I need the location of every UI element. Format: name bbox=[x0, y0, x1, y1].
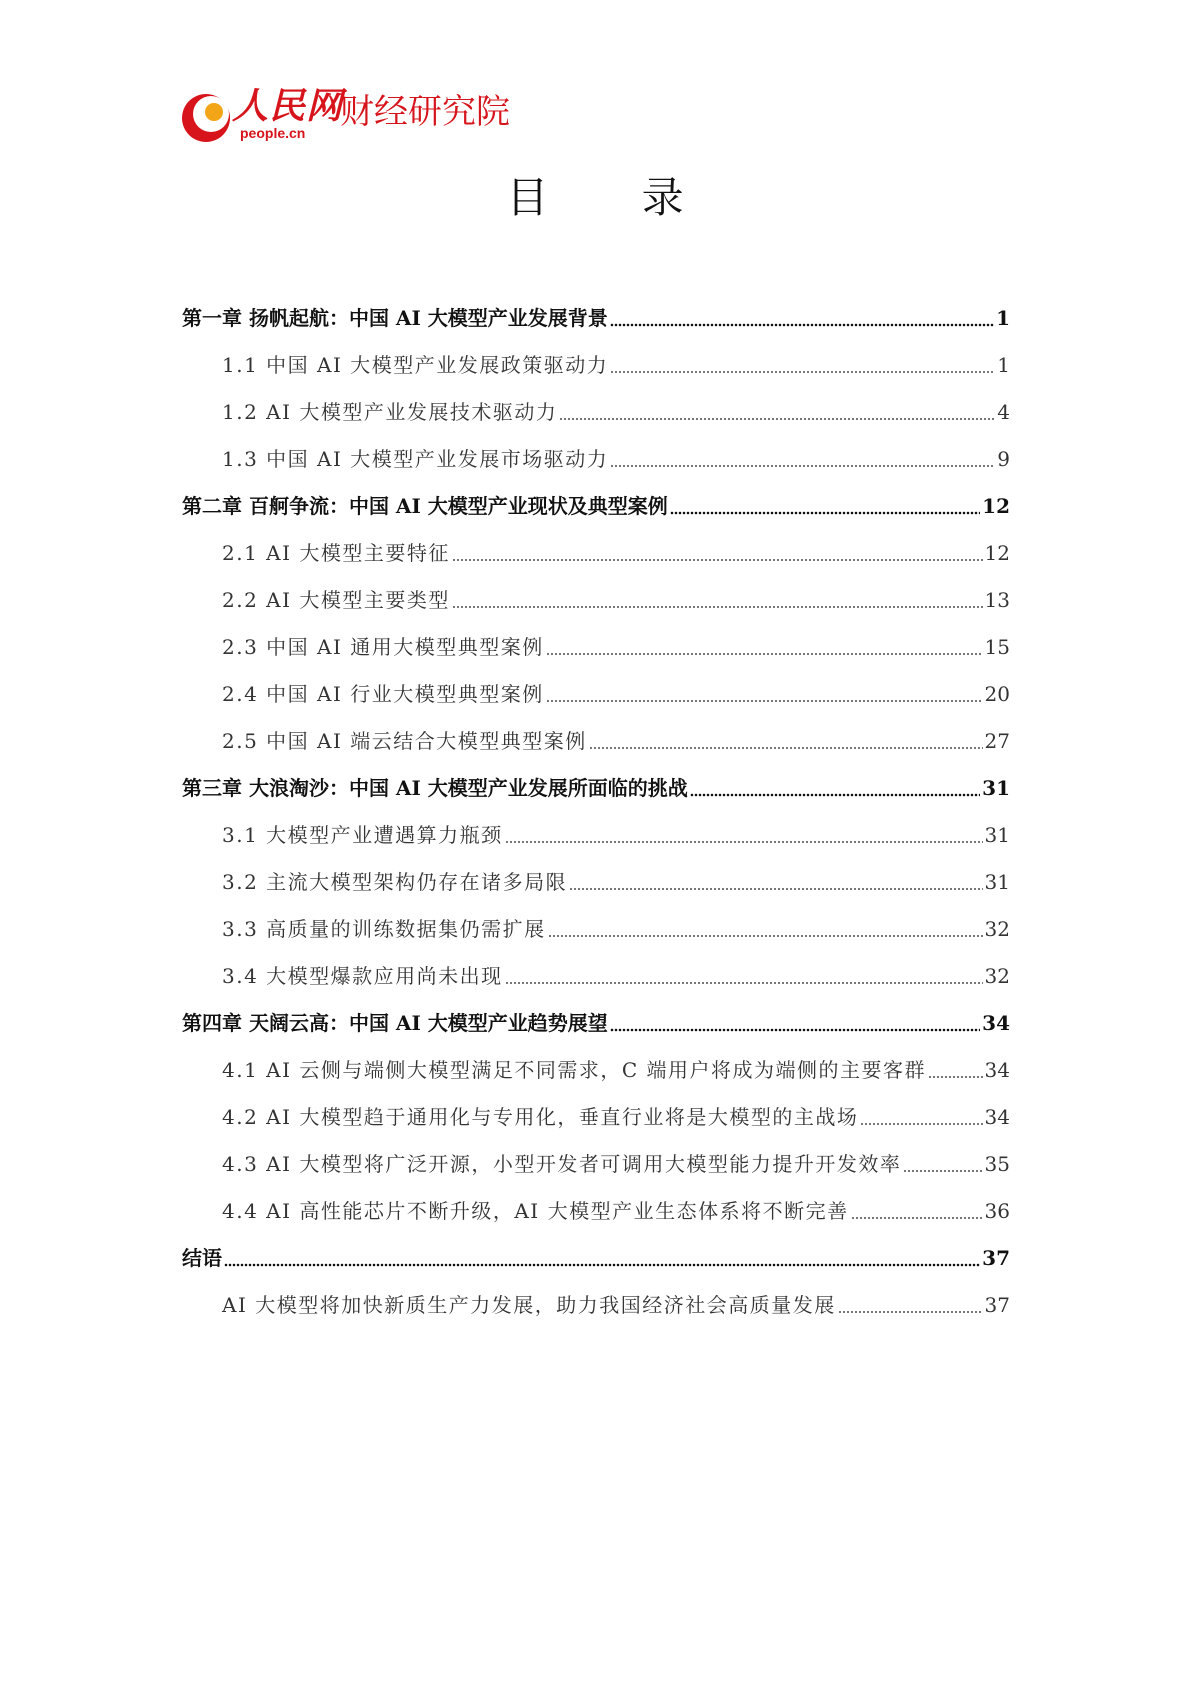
toc-dot-leader bbox=[838, 1295, 983, 1315]
toc-page-number: 34 bbox=[982, 1010, 1010, 1035]
toc-entry-title: 第四章 天阔云高：中国 AI 大模型产业趋势展望 bbox=[182, 1010, 608, 1035]
toc-dot-leader bbox=[569, 872, 982, 892]
toc-dot-leader bbox=[610, 355, 995, 375]
toc-page-number: 31 bbox=[984, 822, 1010, 847]
toc-chapter-entry[interactable] bbox=[182, 999, 1010, 1046]
toc-dot-leader bbox=[452, 590, 983, 610]
toc-dot-leader bbox=[851, 1201, 983, 1221]
toc-section-entry[interactable] bbox=[182, 1187, 1010, 1234]
toc-entry-title: 2.1 AI 大模型主要特征 bbox=[222, 540, 450, 565]
toc-page-number: 13 bbox=[984, 587, 1010, 612]
toc-section-entry[interactable] bbox=[182, 1093, 1010, 1140]
toc-page-number: 27 bbox=[984, 728, 1010, 753]
toc-page-number: 32 bbox=[984, 963, 1010, 988]
toc-section-entry[interactable] bbox=[182, 576, 1010, 623]
toc-dot-leader bbox=[610, 308, 994, 328]
people-cn-logo-icon bbox=[178, 90, 234, 146]
toc-section-entry[interactable] bbox=[182, 388, 1010, 435]
toc-dot-leader bbox=[224, 1248, 980, 1268]
toc-page-number: 34 bbox=[984, 1057, 1010, 1082]
toc-section-entry[interactable] bbox=[182, 858, 1010, 905]
toc-section-entry[interactable] bbox=[182, 670, 1010, 717]
logo-url: people.cn bbox=[240, 125, 306, 141]
toc-page-number: 1 bbox=[996, 305, 1010, 330]
toc-section-entry[interactable] bbox=[182, 811, 1010, 858]
toc-section-entry[interactable] bbox=[182, 952, 1010, 999]
toc-page-number: 35 bbox=[984, 1151, 1010, 1176]
toc-page-number: 37 bbox=[984, 1292, 1010, 1317]
toc-page-number: 9 bbox=[997, 446, 1010, 471]
toc-dot-leader bbox=[690, 778, 980, 798]
toc-chapter-entry[interactable] bbox=[182, 294, 1010, 341]
toc-entry-title: 结语 bbox=[182, 1245, 222, 1270]
toc-page-number: 37 bbox=[982, 1245, 1010, 1270]
toc-entry-title: 第二章 百舸争流：中国 AI 大模型产业现状及典型案例 bbox=[182, 493, 668, 518]
toc-page-number: 15 bbox=[984, 634, 1010, 659]
toc-dot-leader bbox=[548, 919, 983, 939]
toc-page-number: 12 bbox=[982, 493, 1010, 518]
toc-page-number: 20 bbox=[984, 681, 1010, 706]
toc-chapter-entry[interactable] bbox=[182, 764, 1010, 811]
toc-entry-title: 3.1 大模型产业遭遇算力瓶颈 bbox=[222, 822, 503, 847]
toc-dot-leader bbox=[546, 684, 983, 704]
toc-page-number: 34 bbox=[984, 1104, 1010, 1129]
toc-dot-leader bbox=[452, 543, 983, 563]
toc-entry-title: 4.3 AI 大模型将广泛开源，小型开发者可调用大模型能力提升开发效率 bbox=[222, 1151, 902, 1176]
toc-section-entry[interactable] bbox=[182, 1281, 1010, 1328]
toc-chapter-entry[interactable] bbox=[182, 1234, 1010, 1281]
toc-dot-leader bbox=[589, 731, 983, 751]
toc-entry-title: 1.3 中国 AI 大模型产业发展市场驱动力 bbox=[222, 446, 609, 471]
toc-entry-title: 2.5 中国 AI 端云结合大模型典型案例 bbox=[222, 728, 587, 753]
toc-section-entry[interactable] bbox=[182, 905, 1010, 952]
toc-dot-leader bbox=[903, 1154, 982, 1174]
toc-section-entry[interactable] bbox=[182, 529, 1010, 576]
toc-page-number: 31 bbox=[982, 775, 1010, 800]
toc-dot-leader bbox=[505, 966, 983, 986]
toc-page-number: 1 bbox=[997, 352, 1010, 377]
toc-dot-leader bbox=[928, 1060, 983, 1080]
page-title: 目 录 bbox=[506, 173, 724, 222]
toc-entry-title: 3.4 大模型爆款应用尚未出现 bbox=[222, 963, 503, 988]
toc-entry-title: 3.3 高质量的训练数据集仍需扩展 bbox=[222, 916, 546, 941]
toc-section-entry[interactable] bbox=[182, 1046, 1010, 1093]
toc-page-number: 4 bbox=[997, 399, 1010, 424]
toc-section-entry[interactable] bbox=[182, 623, 1010, 670]
toc-chapter-entry[interactable] bbox=[182, 482, 1010, 529]
toc-section-entry[interactable] bbox=[182, 341, 1010, 388]
toc-entry-title: 2.4 中国 AI 行业大模型典型案例 bbox=[222, 681, 544, 706]
toc-section-entry[interactable] bbox=[182, 717, 1010, 764]
toc-entry-title: 4.1 AI 云侧与端侧大模型满足不同需求，C 端用户将成为端侧的主要客群 bbox=[222, 1057, 927, 1082]
logo-institute-name: 财经研究院 bbox=[340, 92, 510, 132]
toc-dot-leader bbox=[559, 402, 995, 422]
toc-entry-title: 4.2 AI 大模型趋于通用化与专用化，垂直行业将是大模型的主战场 bbox=[222, 1104, 859, 1129]
toc-entry-title: 1.1 中国 AI 大模型产业发展政策驱动力 bbox=[222, 352, 609, 377]
toc-page-number: 36 bbox=[984, 1198, 1010, 1223]
toc-dot-leader bbox=[546, 637, 983, 657]
publisher-logo bbox=[178, 86, 538, 146]
toc-dot-leader bbox=[505, 825, 983, 845]
toc-section-entry[interactable] bbox=[182, 1140, 1010, 1187]
toc-page-number: 12 bbox=[984, 540, 1010, 565]
toc-page-number: 32 bbox=[984, 916, 1010, 941]
toc-entry-title: 2.3 中国 AI 通用大模型典型案例 bbox=[222, 634, 544, 659]
toc-dot-leader bbox=[670, 496, 980, 516]
toc-entry-title: 1.2 AI 大模型产业发展技术驱动力 bbox=[222, 399, 558, 424]
toc-section-entry[interactable] bbox=[182, 435, 1010, 482]
toc-entry-title: 3.2 主流大模型架构仍存在诸多局限 bbox=[222, 869, 568, 894]
toc-entry-title: AI 大模型将加快新质生产力发展，助力我国经济社会高质量发展 bbox=[222, 1292, 836, 1317]
toc-entry-title: 第三章 大浪淘沙：中国 AI 大模型产业发展所面临的挑战 bbox=[182, 775, 688, 800]
toc-dot-leader bbox=[610, 1013, 980, 1033]
logo-wordmark: 人民网 bbox=[232, 85, 344, 127]
toc-entry-title: 4.4 AI 高性能芯片不断升级，AI 大模型产业生态体系将不断完善 bbox=[222, 1198, 849, 1223]
toc-dot-leader bbox=[860, 1107, 982, 1127]
toc-entry-title: 2.2 AI 大模型主要类型 bbox=[222, 587, 450, 612]
toc-dot-leader bbox=[610, 449, 995, 469]
toc-entry-title: 第一章 扬帆起航：中国 AI 大模型产业发展背景 bbox=[182, 305, 608, 330]
table-of-contents bbox=[182, 294, 1010, 1328]
toc-page-number: 31 bbox=[984, 869, 1010, 894]
